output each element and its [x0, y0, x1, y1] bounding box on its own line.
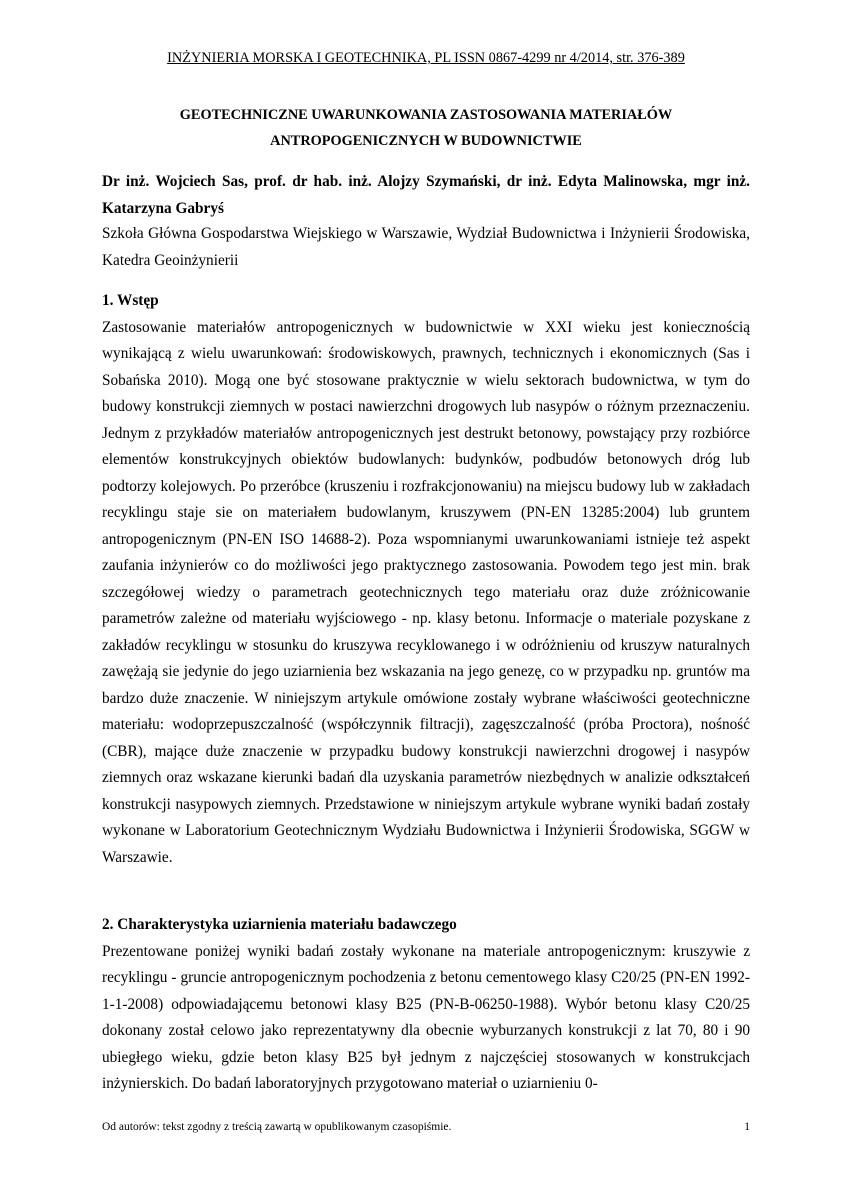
page-number: 1: [744, 1121, 750, 1133]
section-body: Prezentowane poniżej wyniki badań zostały wykonane na materiale antropogenicznym: kruszywie z recyklingu - gruncie antropogenicznym pochodzenia z betonu cementowego klasy C20/25 (PN-EN 1992-1-1-2008) odpowiadającemu betonowi klasy B25 (PN-B-06250-1988). Wybór betonu klasy C20/25 dokonany został celowo jako reprezentatywny dla obecnie wyburzanych konstrukcji z lat 70, 80 i 90 ubiegłego wieku, gdzie beton klasy B25 był jednym z najczęściej stosowanych w konstrukcjach inżynierskich. Do badań laboratoryjnych przygotowano materiał o uziarnieniu 0-: [102, 942, 750, 1092]
footer-note: Od autorów: tekst zgodny z treścią zawartą w opublikowanym czasopiśmie.: [102, 1121, 452, 1133]
paper-title: [102, 102, 750, 154]
author-list: Dr inż. Wojciech Sas, prof. dr hab. inż. Alojzy Szymański, dr inż. Edyta Malinowska, mgr inż. Katarzyna Gabryś: [102, 173, 750, 217]
section-heading: 1. Wstęp: [102, 292, 159, 309]
section-heading: 2. Charakterystyka uziarnienia materiału badawczego: [102, 916, 457, 933]
journal-header: INŻYNIERIA MORSKA I GEOTECHNIKA, PL ISSN 0867-4299 nr 4/2014, str. 376-389: [167, 50, 685, 66]
paper-title-line-2: ANTROPOGENICZNYCH W BUDOWNICTWIE: [270, 133, 582, 149]
section-material-grading: [102, 912, 750, 1098]
author-affiliation: Szkoła Główna Gospodarstwa Wiejskiego w Warszawie, Wydział Budownictwa i Inżynierii Środowiska, Katedra Geoinżynierii: [102, 225, 750, 269]
paper-page: [102, 0, 750, 1202]
paper-title-line-1: GEOTECHNICZNE UWARUNKOWANIA ZASTOSOWANIA MATERIAŁÓW: [179, 107, 673, 123]
section-body: Zastosowanie materiałów antropogenicznych w budownictwie w XXI wieku jest koniecznością wynikającą z wielu uwarunkowań: środowiskowych, prawnych, technicznych i ekonomicznych (Sas i Sobańska 2010). Mogą one być stosowane praktycznie w wielu sektorach budownictwa, w tym do budowy konstrukcji ziemnych w postaci nawierzchni drogowych lub nasypów o różnym przeznaczeniu. Jednym z przykładów materiałów antropogenicznych jest destrukt betonowy, powstający przy rozbiórce elementów konstrukcyjnych obiektów budowlanych: budynków, podbudów betonowych dróg lub podtorzy kolejowych. Po przeróbce (kruszeniu i rozfrakcjonowaniu) na miejscu budowy lub w zakładach recyklingu staje sie on materiałem budowlanym, kruszywem (PN-EN 13285:2004) lub gruntem antropogenicznym (PN-EN ISO 14688-2). Poza wspomnianymi uwarunkowaniami istnieje też aspekt zaufania inżynierów co do możliwości jego praktycznego zastosowania. Powodem tego jest min. brak szczegółowej wiedzy o parametrach geotechnicznych tego materiału oraz duże zróżnicowanie parametrów zależne od materiału wyjściowego - np. klasy betonu. Informacje o materiale pozyskane z zakładów recyklingu w stosunku do kruszywa recyklowanego i w odróżnieniu od kruszyw naturalnych zawężają sie jedynie do jego uziarnienia bez wskazania na jego genezę, co w przypadku np. gruntów ma bardzo duże znaczenie. W niniejszym artykule omówione zostały wybrane właściwości geotechniczne materiału: wodoprzepuszczalność (współczynnik filtracji), zagęszczalność (próba Proctora), nośność (CBR), mające duże znaczenie w przypadku budowy konstrukcji nawierzchni drogowej i nasypów ziemnych oraz wskazane kierunki badań dla uzyskania parametrów niezbędnych w analizie odkształceń konstrukcji nasypowych ziemnych. Przedstawione w niniejszym artykule wybrane wyniki badań zostały wykonane w Laboratorium Geotechnicznym Wydziału Budownictwa i Inżynierii Środowiska, SGGW w Warszawie.: [102, 318, 750, 866]
section-introduction: [102, 288, 750, 871]
